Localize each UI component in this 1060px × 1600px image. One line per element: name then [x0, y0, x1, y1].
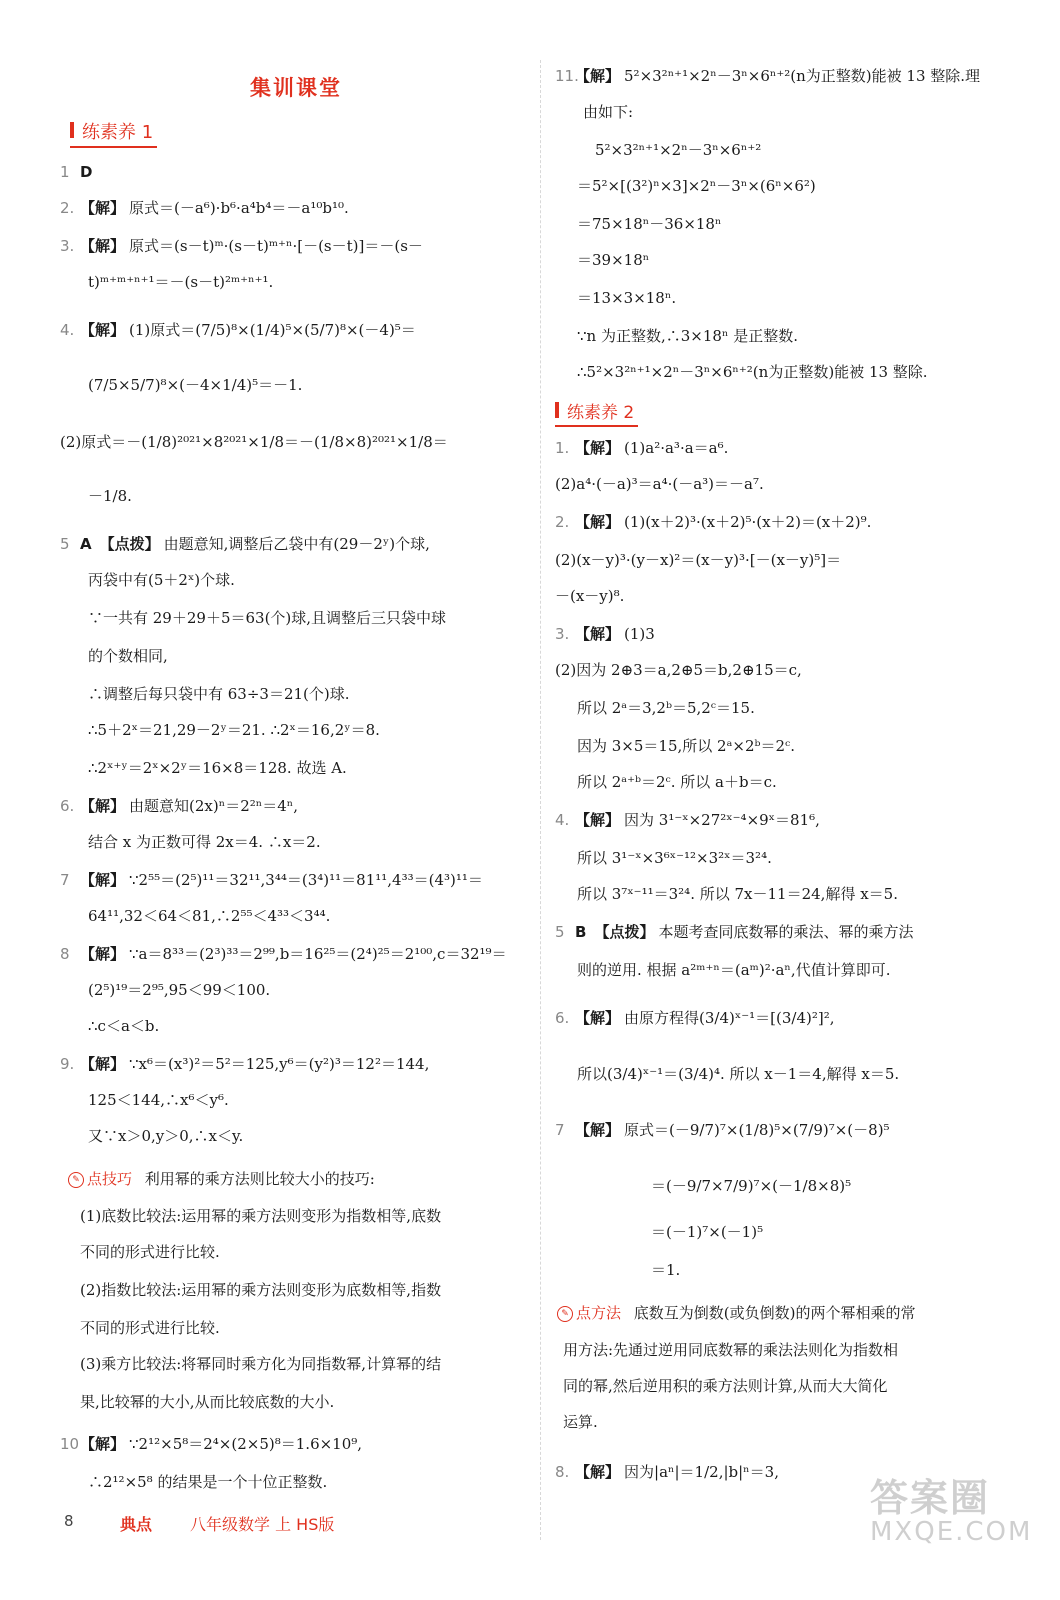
- solution-tag: 【点拨】: [594, 923, 655, 941]
- line-text: (2)原式＝－(1/8)²⁰²¹×8²⁰²¹×1/8＝－(1/8×8)²⁰²¹×1/8＝: [60, 433, 448, 451]
- line-text: ∵一共有 29＋29＋5＝63(个)球,且调整后三只袋中球: [88, 609, 447, 627]
- text-line: [60, 198, 349, 218]
- line-text: 由题意知(2x)ⁿ＝2²ⁿ＝4ⁿ,: [129, 797, 299, 815]
- line-text: 5²×3²ⁿ⁺¹×2ⁿ－3ⁿ×6ⁿ⁺²: [595, 141, 762, 159]
- line-text: 因为 3¹⁻ˣ×27²ˣ⁻⁴×9ˣ＝81⁶,: [624, 811, 820, 829]
- text-line: [577, 960, 890, 980]
- line-text: t)ᵐ⁺ᵐ⁺ⁿ⁺¹＝－(s－t)²ᵐ⁺ⁿ⁺¹.: [88, 273, 274, 291]
- text-line: [80, 1392, 334, 1412]
- problem-number: 5: [60, 535, 70, 553]
- text-line: [651, 1176, 851, 1196]
- tip-label: 点方法: [576, 1304, 622, 1322]
- line-text: －1/8.: [88, 487, 132, 505]
- text-line: [88, 758, 347, 778]
- text-line: [577, 326, 798, 346]
- text-line: [555, 922, 913, 942]
- tip-skill: [68, 1168, 375, 1189]
- line-text: ∴2ˣ⁺ʸ＝2ˣ×2ʸ＝16×8＝128. 故选 A.: [88, 759, 347, 777]
- solution-tag: 【点拨】: [99, 535, 160, 553]
- text-line: [88, 570, 235, 590]
- line-text: 原式＝(－9/7)⁷×(1/8)⁵×(7/9)⁷×(－8)⁵: [624, 1121, 890, 1139]
- text-line: [555, 474, 764, 494]
- line-text: 的个数相同,: [88, 647, 168, 665]
- line-text: －(x－y)⁸.: [555, 587, 625, 605]
- line-text: 丙袋中有(5＋2ˣ)个球.: [88, 571, 235, 589]
- book-subtitle: 八年级数学 上 HS版: [190, 1515, 335, 1534]
- line-text: (1)(x＋2)³·(x＋2)⁵·(x＋2)＝(x＋2)⁹.: [624, 513, 872, 531]
- line-text: ∴2¹²×5⁸ 的结果是一个十位正整数.: [88, 1473, 328, 1491]
- text-line: [88, 980, 270, 1000]
- solution-tag: 【解】: [80, 945, 126, 963]
- line-text: 不同的形式进行比较.: [80, 1243, 220, 1261]
- line-text: 因为|aⁿ|＝1/2,|b|ⁿ＝3,: [624, 1463, 779, 1481]
- line-text: 原式＝(－a⁶)·b⁶·a⁴b⁴＝－a¹⁰b¹⁰.: [129, 199, 349, 217]
- problem-number: 8: [60, 945, 70, 963]
- text-line: [577, 772, 777, 792]
- text-line: [577, 288, 676, 308]
- tip-label: 点技巧: [87, 1170, 133, 1188]
- line-text: 同的幂,然后逆用积的乘方法则计算,从而大大简化: [563, 1377, 888, 1395]
- problem-number: 7: [60, 871, 70, 889]
- text-line: [80, 1280, 441, 1300]
- line-text: ∵x⁶＝(x³)²＝5²＝125,y⁶＝(y²)³＝12²＝144,: [129, 1055, 430, 1073]
- section-heading-1: 练素养 1: [70, 118, 157, 148]
- text-line: [577, 1064, 899, 1084]
- watermark-line1: 答案圈: [870, 1476, 991, 1520]
- line-text: 由题意知,调整后乙袋中有(29－2ʸ)个球,: [163, 535, 430, 553]
- tip-icon: ✎: [557, 1306, 573, 1322]
- line-text: ∵n 为正整数,∴3×18ⁿ 是正整数.: [577, 327, 798, 345]
- solution-tag: 【解】: [575, 513, 621, 531]
- text-line: [555, 810, 820, 830]
- line-text: ＝13×3×18ⁿ.: [577, 289, 677, 307]
- text-line: [563, 1376, 888, 1396]
- page-title: 集训课堂: [250, 76, 342, 100]
- text-line: [88, 1472, 327, 1492]
- solution-tag: 【解】: [575, 1121, 621, 1139]
- text-line: [555, 1008, 835, 1028]
- solution-tag: 【解】: [80, 871, 126, 889]
- text-line: [88, 720, 380, 740]
- problem-number: 9.: [60, 1055, 75, 1073]
- text-line: [577, 848, 772, 868]
- text-line: [80, 1354, 441, 1374]
- solution-tag: 【解】: [575, 811, 621, 829]
- text-line: [555, 550, 841, 570]
- solution-tag: 【解】: [575, 1009, 621, 1027]
- text-line: [555, 512, 871, 532]
- line-text: ＝(－1)⁷×(－1)⁵: [651, 1223, 764, 1241]
- line-text: ＝(－9/7×7/9)⁷×(－1/8×8)⁵: [651, 1177, 852, 1195]
- text-line: [577, 362, 928, 382]
- text-line: [88, 272, 273, 292]
- text-line: [80, 1318, 220, 1338]
- solution-tag: 【解】: [80, 321, 126, 339]
- line-text: 本题考查同底数幂的乘法、幂的乘方法: [658, 923, 914, 941]
- line-text: 64¹¹,32＜64＜81,∴2⁵⁵＜4³³＜3⁴⁴.: [88, 907, 331, 925]
- text-line: [651, 1260, 680, 1280]
- line-text: 所以 2ᵃ⁺ᵇ＝2ᶜ. 所以 a＋b＝c.: [577, 773, 777, 791]
- watermark-line2: MXQE.COM: [870, 1517, 1033, 1547]
- text-line: [60, 944, 507, 964]
- line-text: ∵2¹²×5⁸＝2⁴×(2×5)⁸＝1.6×10⁹,: [129, 1435, 363, 1453]
- line-text: (1)3: [624, 625, 655, 643]
- tip-icon: ✎: [68, 1172, 84, 1188]
- text-line: [80, 1242, 220, 1262]
- line-text: 所以 3¹⁻ˣ×3⁶ˣ⁻¹²×3²ˣ＝3²⁴.: [577, 849, 772, 867]
- text-line: [88, 608, 446, 628]
- text-line: [577, 176, 816, 196]
- text-line: [60, 236, 423, 256]
- line-text: ∵2⁵⁵＝(2⁵)¹¹＝32¹¹,3⁴⁴＝(3⁴)¹¹＝81¹¹,4³³＝(4³)¹¹＝: [129, 871, 483, 889]
- tip-text: 利用幂的乘方法则比较大小的技巧:: [144, 1170, 375, 1188]
- text-line: [563, 1412, 598, 1432]
- answer-letter: B: [575, 923, 587, 941]
- solution-tag: 【解】: [80, 199, 126, 217]
- text-line: [60, 432, 448, 452]
- problem-number: 10: [60, 1435, 80, 1453]
- problem-number: 2.: [555, 513, 570, 531]
- line-text: 果,比较幂的大小,从而比较底数的大小.: [80, 1393, 335, 1411]
- line-text: 所以(3/4)ˣ⁻¹＝(3/4)⁴. 所以 x－1＝4,解得 x＝5.: [577, 1065, 900, 1083]
- text-line: [88, 646, 168, 666]
- text-line: [555, 438, 728, 458]
- column-divider: [540, 60, 541, 1540]
- text-line: [60, 162, 100, 182]
- solution-tag: 【解】: [575, 625, 621, 643]
- line-text: ＝1.: [651, 1261, 681, 1279]
- text-line: [577, 214, 721, 234]
- problem-number: 6.: [555, 1009, 570, 1027]
- tip-text: 底数互为倒数(或负倒数)的两个幂相乘的常: [633, 1304, 916, 1322]
- line-text: (2)(x－y)³·(y－x)²＝(x－y)³·[－(x－y)⁵]＝: [555, 551, 842, 569]
- text-line: [60, 1434, 362, 1454]
- text-line: [88, 375, 302, 395]
- line-text: (2)因为 2⊕3＝a,2⊕5＝b,2⊕15＝c,: [555, 661, 802, 679]
- text-line: [555, 586, 624, 606]
- line-text: (2)指数比较法:运用幂的乘方法则变形为底数相等,指数: [80, 1281, 442, 1299]
- text-line: [88, 1126, 243, 1146]
- text-line: [88, 906, 330, 926]
- text-line: [88, 486, 132, 506]
- text-line: [60, 320, 416, 340]
- line-text: (2⁵)¹⁹＝2⁹⁵,95＜99＜100.: [88, 981, 271, 999]
- answer-letter: A: [80, 535, 92, 553]
- line-text: (1)原式＝(7/5)⁸×(1/4)⁵×(5/7)⁸×(－4)⁵＝: [129, 321, 416, 339]
- text-line: [563, 1340, 898, 1360]
- section-heading-2: 练素养 2: [555, 398, 638, 427]
- watermark: [870, 1478, 1032, 1546]
- line-text: ＝5²×[(3²)ⁿ×3]×2ⁿ－3ⁿ×(6ⁿ×6²): [577, 177, 816, 195]
- line-text: (2)a⁴·(－a)³＝a⁴·(－a³)＝－a⁷.: [555, 475, 764, 493]
- brand-logo: 典点: [120, 1515, 153, 1534]
- solution-tag: 【解】: [80, 237, 126, 255]
- line-text: (7/5×5/7)⁸×(－4×1/4)⁵＝－1.: [88, 376, 303, 394]
- problem-number: 1.: [555, 439, 570, 457]
- problem-number: 4.: [555, 811, 570, 829]
- text-line: [555, 1120, 890, 1140]
- solution-tag: 【解】: [80, 797, 126, 815]
- page-number: 8: [64, 1512, 74, 1530]
- text-line: [88, 1016, 159, 1036]
- text-line: [555, 660, 802, 680]
- problem-number: 1: [60, 163, 70, 181]
- answer-letter: D: [80, 163, 93, 181]
- line-text: (3)乘方比较法:将幂同时乘方化为同指数幂,计算幂的结: [80, 1355, 442, 1373]
- line-text: 所以 2ᵃ＝3,2ᵇ＝5,2ᶜ＝15.: [577, 699, 755, 717]
- text-line: [88, 832, 321, 852]
- line-text: 不同的形式进行比较.: [80, 1319, 220, 1337]
- line-text: ∴c＜a＜b.: [88, 1017, 160, 1035]
- line-text: 由原方程得(3/4)ˣ⁻¹＝[(3/4)²]²,: [624, 1009, 835, 1027]
- problem-number: 4.: [60, 321, 75, 339]
- line-text: 因为 3×5＝15,所以 2ᵃ×2ᵇ＝2ᶜ.: [577, 737, 795, 755]
- text-line: [555, 66, 980, 86]
- solution-tag: 【解】: [575, 1463, 621, 1481]
- tip-method: [557, 1302, 916, 1323]
- problem-number: 8.: [555, 1463, 570, 1481]
- line-text: 则的逆用. 根据 a²ᵐ⁺ⁿ＝(aᵐ)²·aⁿ,代值计算即可.: [577, 961, 891, 979]
- text-line: [577, 698, 755, 718]
- solution-tag: 【解】: [575, 439, 621, 457]
- text-line: [60, 870, 483, 890]
- problem-number: 3.: [60, 237, 75, 255]
- text-line: [80, 1206, 441, 1226]
- problem-number: 5: [555, 923, 565, 941]
- line-text: ∴5²×3²ⁿ⁺¹×2ⁿ－3ⁿ×6ⁿ⁺²(n为正整数)能被 13 整除.: [577, 363, 928, 381]
- line-text: ＝39×18ⁿ: [577, 251, 650, 269]
- text-line: [577, 250, 649, 270]
- solution-tag: 【解】: [575, 67, 621, 85]
- text-line: [577, 884, 898, 904]
- text-line: [60, 534, 430, 554]
- line-text: 结合 x 为正数可得 2x＝4. ∴x＝2.: [88, 833, 321, 851]
- text-line: [583, 102, 633, 122]
- text-line: [60, 1054, 429, 1074]
- text-line: [577, 736, 795, 756]
- line-text: (1)a²·a³·a＝a⁶.: [624, 439, 729, 457]
- text-line: [555, 624, 655, 644]
- solution-tag: 【解】: [80, 1435, 126, 1453]
- text-line: [651, 1222, 763, 1242]
- line-text: 由如下:: [583, 103, 634, 121]
- text-line: [88, 684, 350, 704]
- line-text: (1)底数比较法:运用幂的乘方法则变形为指数相等,底数: [80, 1207, 442, 1225]
- line-text: 运算.: [563, 1413, 598, 1431]
- problem-number: 3.: [555, 625, 570, 643]
- text-line: [60, 796, 298, 816]
- line-text: 用方法:先通过逆用同底数幂的乘法法则化为指数相: [563, 1341, 899, 1359]
- line-text: 5²×3²ⁿ⁺¹×2ⁿ－3ⁿ×6ⁿ⁺²(n为正整数)能被 13 整除.理: [624, 67, 981, 85]
- text-line: [555, 1462, 779, 1482]
- line-text: ＝75×18ⁿ－36×18ⁿ: [577, 215, 722, 233]
- line-text: 又∵x＞0,y＞0,∴x＜y.: [88, 1127, 244, 1145]
- line-text: ∴5＋2ˣ＝21,29－2ʸ＝21. ∴2ˣ＝16,2ʸ＝8.: [88, 721, 380, 739]
- line-text: 原式＝(s－t)ᵐ·(s－t)ᵐ⁺ⁿ·[－(s－t)]＝－(s－: [129, 237, 423, 255]
- text-line: [595, 140, 761, 160]
- problem-number: 11.: [555, 67, 579, 85]
- text-line: [88, 1090, 229, 1110]
- line-text: ∴调整后每只袋中有 63÷3＝21(个)球.: [88, 685, 350, 703]
- line-text: 所以 3⁷ˣ⁻¹¹＝3²⁴. 所以 7x－11＝24,解得 x＝5.: [577, 885, 898, 903]
- problem-number: 2.: [60, 199, 75, 217]
- problem-number: 7: [555, 1121, 565, 1139]
- line-text: 125＜144,∴x⁶＜y⁶.: [88, 1091, 229, 1109]
- problem-number: 6.: [60, 797, 75, 815]
- line-text: ∵a＝8³³＝(2³)³³＝2⁹⁹,b＝16²⁵＝(2⁴)²⁵＝2¹⁰⁰,c＝32¹⁹＝: [129, 945, 507, 963]
- solution-tag: 【解】: [80, 1055, 126, 1073]
